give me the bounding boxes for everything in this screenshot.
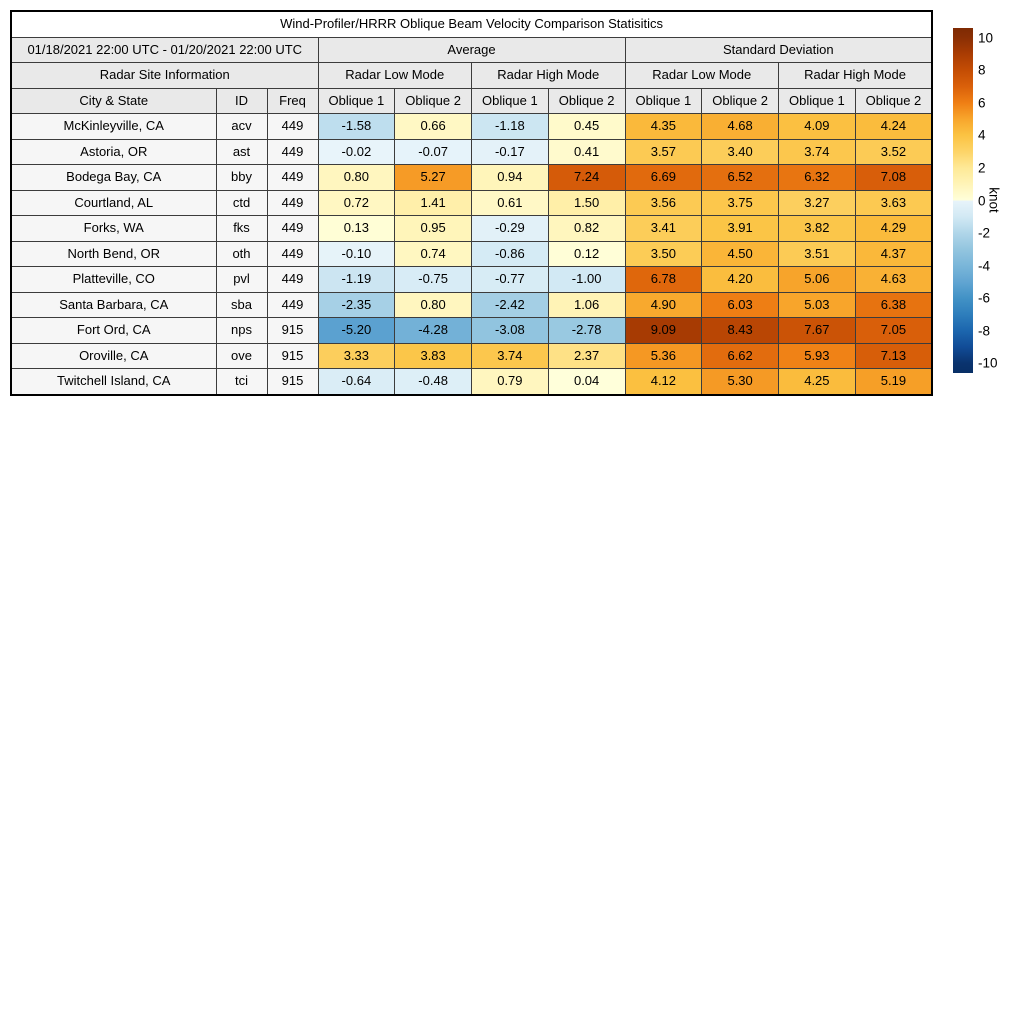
value-cell: -0.64 [318, 369, 395, 395]
freq-cell: 915 [267, 318, 318, 344]
city-cell: Platteville, CO [11, 267, 216, 293]
mode-header-row [11, 63, 932, 89]
avg-low-mode-header: Radar Low Mode [318, 63, 472, 89]
col-header-oblique: Oblique 2 [702, 88, 779, 114]
city-cell: Twitchell Island, CA [11, 369, 216, 395]
value-cell: 1.06 [548, 292, 625, 318]
value-cell: 0.94 [472, 165, 549, 191]
city-cell: Bodega Bay, CA [11, 165, 216, 191]
value-cell: 4.68 [702, 114, 779, 140]
value-cell: 4.12 [625, 369, 702, 395]
value-cell: 7.08 [855, 165, 932, 191]
group-header-row [11, 37, 932, 63]
value-cell: -1.18 [472, 114, 549, 140]
value-cell: -3.08 [472, 318, 549, 344]
city-cell: Forks, WA [11, 216, 216, 242]
value-cell: 0.80 [395, 292, 472, 318]
value-cell: -0.10 [318, 241, 395, 267]
value-cell: -0.75 [395, 267, 472, 293]
freq-cell: 449 [267, 267, 318, 293]
table-row [11, 114, 932, 140]
id-cell: ast [216, 139, 267, 165]
value-cell: -5.20 [318, 318, 395, 344]
value-cell: 5.03 [779, 292, 856, 318]
colorbar-tick-label: 10 [978, 30, 994, 46]
value-cell: 3.41 [625, 216, 702, 242]
value-cell: -2.78 [548, 318, 625, 344]
value-cell: 6.78 [625, 267, 702, 293]
col-header-oblique: Oblique 2 [855, 88, 932, 114]
colorbar-tick-label: -4 [978, 257, 991, 273]
table-row [11, 216, 932, 242]
table-row [11, 318, 932, 344]
value-cell: 0.72 [318, 190, 395, 216]
freq-cell: 915 [267, 369, 318, 395]
col-header-oblique: Oblique 1 [472, 88, 549, 114]
stddev-group-header: Standard Deviation [625, 37, 932, 63]
value-cell: 6.52 [702, 165, 779, 191]
value-cell: -2.35 [318, 292, 395, 318]
freq-cell: 449 [267, 165, 318, 191]
freq-cell: 449 [267, 241, 318, 267]
value-cell: -1.00 [548, 267, 625, 293]
id-cell: pvl [216, 267, 267, 293]
value-cell: 4.24 [855, 114, 932, 140]
table-row [11, 190, 932, 216]
value-cell: 4.29 [855, 216, 932, 242]
city-cell: Oroville, CA [11, 343, 216, 369]
colorbar-tick-label: 6 [978, 95, 986, 111]
value-cell: 6.69 [625, 165, 702, 191]
value-cell: 0.61 [472, 190, 549, 216]
value-cell: 6.38 [855, 292, 932, 318]
value-cell: -0.86 [472, 241, 549, 267]
value-cell: 0.95 [395, 216, 472, 242]
freq-cell: 449 [267, 190, 318, 216]
std-high-mode-header: Radar High Mode [779, 63, 933, 89]
id-cell: acv [216, 114, 267, 140]
value-cell: 6.62 [702, 343, 779, 369]
city-cell: Astoria, OR [11, 139, 216, 165]
colorbar-tick-label: 8 [978, 62, 986, 78]
value-cell: 4.90 [625, 292, 702, 318]
value-cell: -0.48 [395, 369, 472, 395]
col-header-city: City & State [11, 88, 216, 114]
value-cell: 3.74 [779, 139, 856, 165]
value-cell: 5.06 [779, 267, 856, 293]
table-row [11, 241, 932, 267]
col-header-oblique: Oblique 1 [625, 88, 702, 114]
value-cell: 0.41 [548, 139, 625, 165]
value-cell: 0.79 [472, 369, 549, 395]
table-row [11, 343, 932, 369]
colorbar-tick-label: 2 [978, 160, 986, 176]
value-cell: -2.42 [472, 292, 549, 318]
id-cell: oth [216, 241, 267, 267]
value-cell: 3.91 [702, 216, 779, 242]
value-cell: 0.04 [548, 369, 625, 395]
value-cell: 3.52 [855, 139, 932, 165]
col-header-id: ID [216, 88, 267, 114]
value-cell: 0.74 [395, 241, 472, 267]
id-cell: ove [216, 343, 267, 369]
value-cell: 3.51 [779, 241, 856, 267]
col-header-oblique: Oblique 1 [779, 88, 856, 114]
value-cell: 0.13 [318, 216, 395, 242]
value-cell: 4.63 [855, 267, 932, 293]
value-cell: 5.36 [625, 343, 702, 369]
value-cell: 3.82 [779, 216, 856, 242]
value-cell: 3.40 [702, 139, 779, 165]
value-cell: -0.77 [472, 267, 549, 293]
value-cell: 3.57 [625, 139, 702, 165]
value-cell: 3.50 [625, 241, 702, 267]
avg-high-mode-header: Radar High Mode [472, 63, 626, 89]
colorbar-gradient [953, 28, 973, 373]
id-cell: tci [216, 369, 267, 395]
freq-cell: 449 [267, 139, 318, 165]
colorbar-tick-label: -6 [978, 290, 991, 306]
value-cell: 3.75 [702, 190, 779, 216]
value-cell: 7.67 [779, 318, 856, 344]
value-cell: -0.07 [395, 139, 472, 165]
table-row [11, 267, 932, 293]
colorbar-tick-label: -8 [978, 322, 991, 338]
colorbar-tick-label: 0 [978, 192, 986, 208]
id-cell: nps [216, 318, 267, 344]
id-cell: bby [216, 165, 267, 191]
value-cell: 3.83 [395, 343, 472, 369]
city-cell: Fort Ord, CA [11, 318, 216, 344]
freq-cell: 449 [267, 216, 318, 242]
value-cell: 8.43 [702, 318, 779, 344]
colorbar [953, 28, 1008, 373]
colorbar-unit-label: knot [986, 187, 1002, 213]
col-header-oblique: Oblique 2 [548, 88, 625, 114]
value-cell: 3.74 [472, 343, 549, 369]
value-cell: 2.37 [548, 343, 625, 369]
freq-cell: 449 [267, 114, 318, 140]
table-title-row [11, 11, 932, 37]
value-cell: 0.82 [548, 216, 625, 242]
value-cell: 4.50 [702, 241, 779, 267]
value-cell: 4.09 [779, 114, 856, 140]
colorbar-tick-label: -10 [978, 355, 998, 371]
city-cell: North Bend, OR [11, 241, 216, 267]
col-header-oblique: Oblique 1 [318, 88, 395, 114]
value-cell: 4.25 [779, 369, 856, 395]
value-cell: -0.17 [472, 139, 549, 165]
city-cell: McKinleyville, CA [11, 114, 216, 140]
value-cell: 3.56 [625, 190, 702, 216]
value-cell: 0.12 [548, 241, 625, 267]
value-cell: 6.03 [702, 292, 779, 318]
value-cell: 7.24 [548, 165, 625, 191]
value-cell: -1.19 [318, 267, 395, 293]
table-row [11, 292, 932, 318]
date-range-header: 01/18/2021 22:00 UTC - 01/20/2021 22:00 UTC [11, 37, 318, 63]
col-header-oblique: Oblique 2 [395, 88, 472, 114]
value-cell: 9.09 [625, 318, 702, 344]
value-cell: -1.58 [318, 114, 395, 140]
std-low-mode-header: Radar Low Mode [625, 63, 779, 89]
colorbar-tick-label: 4 [978, 127, 986, 143]
city-cell: Courtland, AL [11, 190, 216, 216]
id-cell: sba [216, 292, 267, 318]
table-row [11, 369, 932, 395]
value-cell: 5.93 [779, 343, 856, 369]
value-cell: 3.27 [779, 190, 856, 216]
site-info-header: Radar Site Information [11, 63, 318, 89]
table-row [11, 139, 932, 165]
id-cell: fks [216, 216, 267, 242]
stats-table [10, 10, 933, 396]
table-title: Wind-Profiler/HRRR Oblique Beam Velocity Comparison Statisitics [11, 11, 932, 37]
value-cell: 1.50 [548, 190, 625, 216]
value-cell: 5.30 [702, 369, 779, 395]
value-cell: -4.28 [395, 318, 472, 344]
value-cell: 0.45 [548, 114, 625, 140]
id-cell: ctd [216, 190, 267, 216]
value-cell: 0.66 [395, 114, 472, 140]
value-cell: 4.20 [702, 267, 779, 293]
table-row [11, 165, 932, 191]
value-cell: 0.80 [318, 165, 395, 191]
value-cell: 3.63 [855, 190, 932, 216]
freq-cell: 449 [267, 292, 318, 318]
city-cell: Santa Barbara, CA [11, 292, 216, 318]
column-header-row [11, 88, 932, 114]
value-cell: 3.33 [318, 343, 395, 369]
value-cell: 1.41 [395, 190, 472, 216]
value-cell: 7.05 [855, 318, 932, 344]
value-cell: 7.13 [855, 343, 932, 369]
value-cell: 5.19 [855, 369, 932, 395]
value-cell: -0.29 [472, 216, 549, 242]
value-cell: 4.37 [855, 241, 932, 267]
col-header-freq: Freq [267, 88, 318, 114]
average-group-header: Average [318, 37, 625, 63]
value-cell: 6.32 [779, 165, 856, 191]
value-cell: 4.35 [625, 114, 702, 140]
table-body [11, 114, 932, 395]
colorbar-tick-label: -2 [978, 225, 991, 241]
freq-cell: 915 [267, 343, 318, 369]
value-cell: -0.02 [318, 139, 395, 165]
value-cell: 5.27 [395, 165, 472, 191]
